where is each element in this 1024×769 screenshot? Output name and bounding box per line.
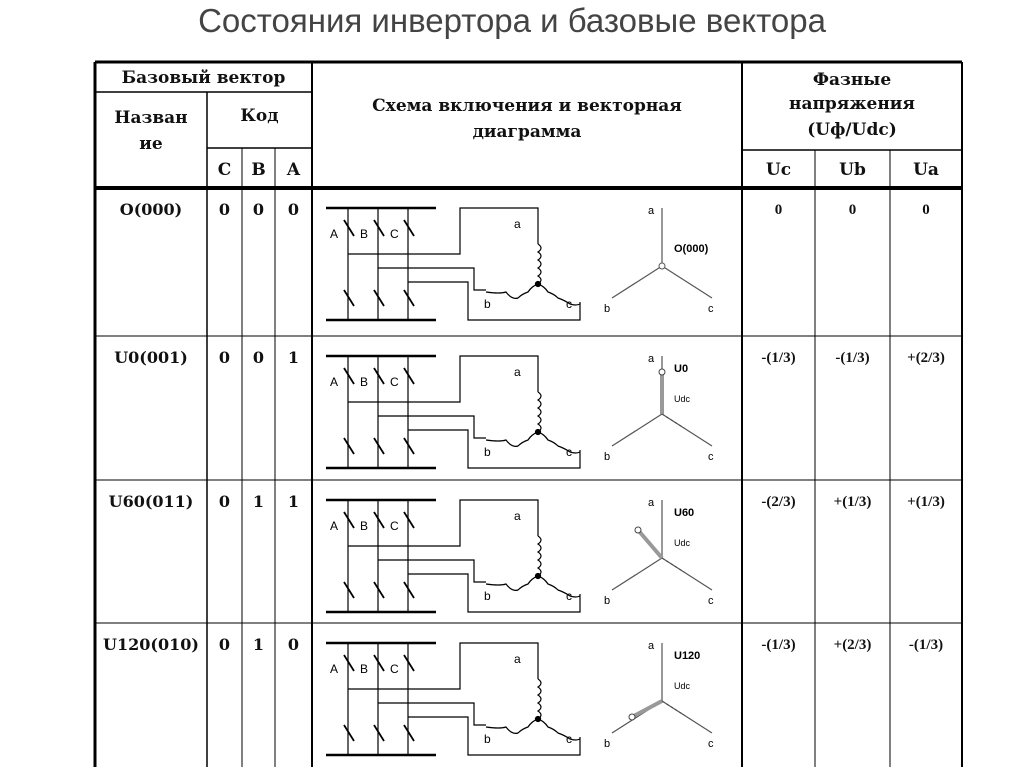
diagram-label: C	[390, 662, 399, 676]
row-phase-uc: -(1/3)	[761, 637, 796, 653]
diagram-label: b	[484, 732, 491, 746]
diagram-label: a	[514, 652, 521, 666]
header-name-line1: Назван	[114, 108, 188, 128]
row-phase-ua: 0	[922, 202, 930, 218]
diagram-label: A	[330, 375, 339, 389]
row-phase-ub: 0	[848, 202, 857, 218]
row-code-a: 0	[287, 635, 300, 654]
diagram-label: a	[648, 640, 655, 652]
row-code-b: 1	[252, 635, 265, 654]
row-code-c: 0	[218, 200, 231, 219]
diagram-label: c	[708, 303, 714, 315]
row-phase-ub: +(2/3)	[833, 637, 872, 653]
row-code-b: 1	[252, 492, 265, 511]
diagram-label: b	[484, 445, 491, 459]
diagram-label: b	[604, 595, 611, 607]
header-code-c: C	[217, 160, 232, 180]
diagram-label: A	[330, 227, 339, 241]
diagram-label: c	[566, 297, 572, 311]
header-code-b: B	[251, 160, 266, 180]
vector-label: U0	[674, 363, 689, 375]
row-name: U120(010)	[103, 635, 199, 654]
diagram-label: a	[514, 365, 521, 379]
row-name: U0(001)	[114, 348, 188, 367]
diagram-label: c	[708, 738, 714, 750]
diagram-label: a	[648, 205, 655, 217]
row-code-b: 0	[252, 348, 265, 367]
diagram-label: a	[648, 353, 655, 365]
header-phase-line3: (Uф/Udc)	[807, 120, 897, 140]
row-diagram	[318, 194, 738, 334]
row-code-c: 0	[218, 348, 231, 367]
header-scheme-line2: диаграмма	[472, 122, 582, 142]
row-phase-ua: +(1/3)	[907, 494, 945, 510]
vector-label-udc: Udc	[674, 538, 691, 548]
row-name: U60(011)	[108, 492, 194, 511]
row-code-a: 1	[287, 492, 300, 511]
header-code-a: A	[286, 160, 301, 180]
header-phase-ub: Ub	[839, 160, 866, 180]
diagram-label: c	[708, 595, 714, 607]
row-code-a: 1	[287, 348, 300, 367]
diagram-label: B	[360, 662, 369, 676]
row-phase-ub: -(1/3)	[835, 350, 870, 366]
diagram-label: a	[648, 497, 655, 509]
vector-label: U60	[674, 507, 695, 519]
diagram-label: B	[360, 227, 369, 241]
header-phase-uc: Uc	[765, 160, 792, 180]
row-code-c: 0	[218, 492, 231, 511]
header-phase-ua: Ua	[913, 160, 939, 180]
row-diagram	[318, 486, 738, 626]
row-diagram	[318, 342, 738, 482]
diagram-label: b	[484, 297, 491, 311]
vector-label: O(000)	[674, 243, 709, 255]
diagram-label: B	[360, 519, 369, 533]
row-phase-ub: +(1/3)	[833, 494, 872, 510]
diagram-label: C	[390, 375, 399, 389]
diagram-label: a	[514, 217, 521, 231]
diagram-label: C	[390, 519, 399, 533]
diagram-label: c	[566, 732, 572, 746]
diagram-label: A	[330, 662, 339, 676]
row-name: O(000)	[119, 200, 183, 219]
header-scheme-line1: Схема включения и векторная	[372, 96, 682, 116]
diagram-label: c	[708, 451, 714, 463]
header-phase-line2: напряжения	[789, 94, 915, 114]
diagram-label: b	[604, 451, 611, 463]
diagram-label: B	[360, 375, 369, 389]
row-phase-uc: -(1/3)	[761, 350, 796, 366]
row-phase-ua: -(1/3)	[908, 637, 944, 653]
diagram-label: a	[514, 509, 521, 523]
header-name-line2: ие	[139, 134, 163, 154]
diagram-label: c	[566, 589, 572, 603]
vector-label: U120	[674, 650, 701, 662]
diagram-label: b	[484, 589, 491, 603]
row-phase-uc: 0	[774, 202, 783, 218]
row-code-c: 0	[218, 635, 231, 654]
diagram-label: c	[566, 445, 572, 459]
header-code: Код	[240, 106, 279, 126]
diagram-label: A	[330, 519, 339, 533]
vector-label-udc: Udc	[674, 681, 691, 691]
header-base-vector: Базовый вектор	[121, 68, 286, 88]
diagram-label: b	[604, 303, 611, 315]
row-code-b: 0	[252, 200, 265, 219]
diagram-label: b	[604, 738, 611, 750]
vector-label-udc: Udc	[674, 394, 691, 404]
row-phase-uc: -(2/3)	[761, 494, 796, 510]
slide-title: Состояния инвертора и базовые вектора	[198, 2, 826, 39]
diagram-label: C	[390, 227, 399, 241]
row-phase-ua: +(2/3)	[907, 350, 945, 366]
row-diagram	[318, 629, 738, 769]
row-code-a: 0	[287, 200, 300, 219]
header-phase-line1: Фазные	[812, 70, 892, 90]
